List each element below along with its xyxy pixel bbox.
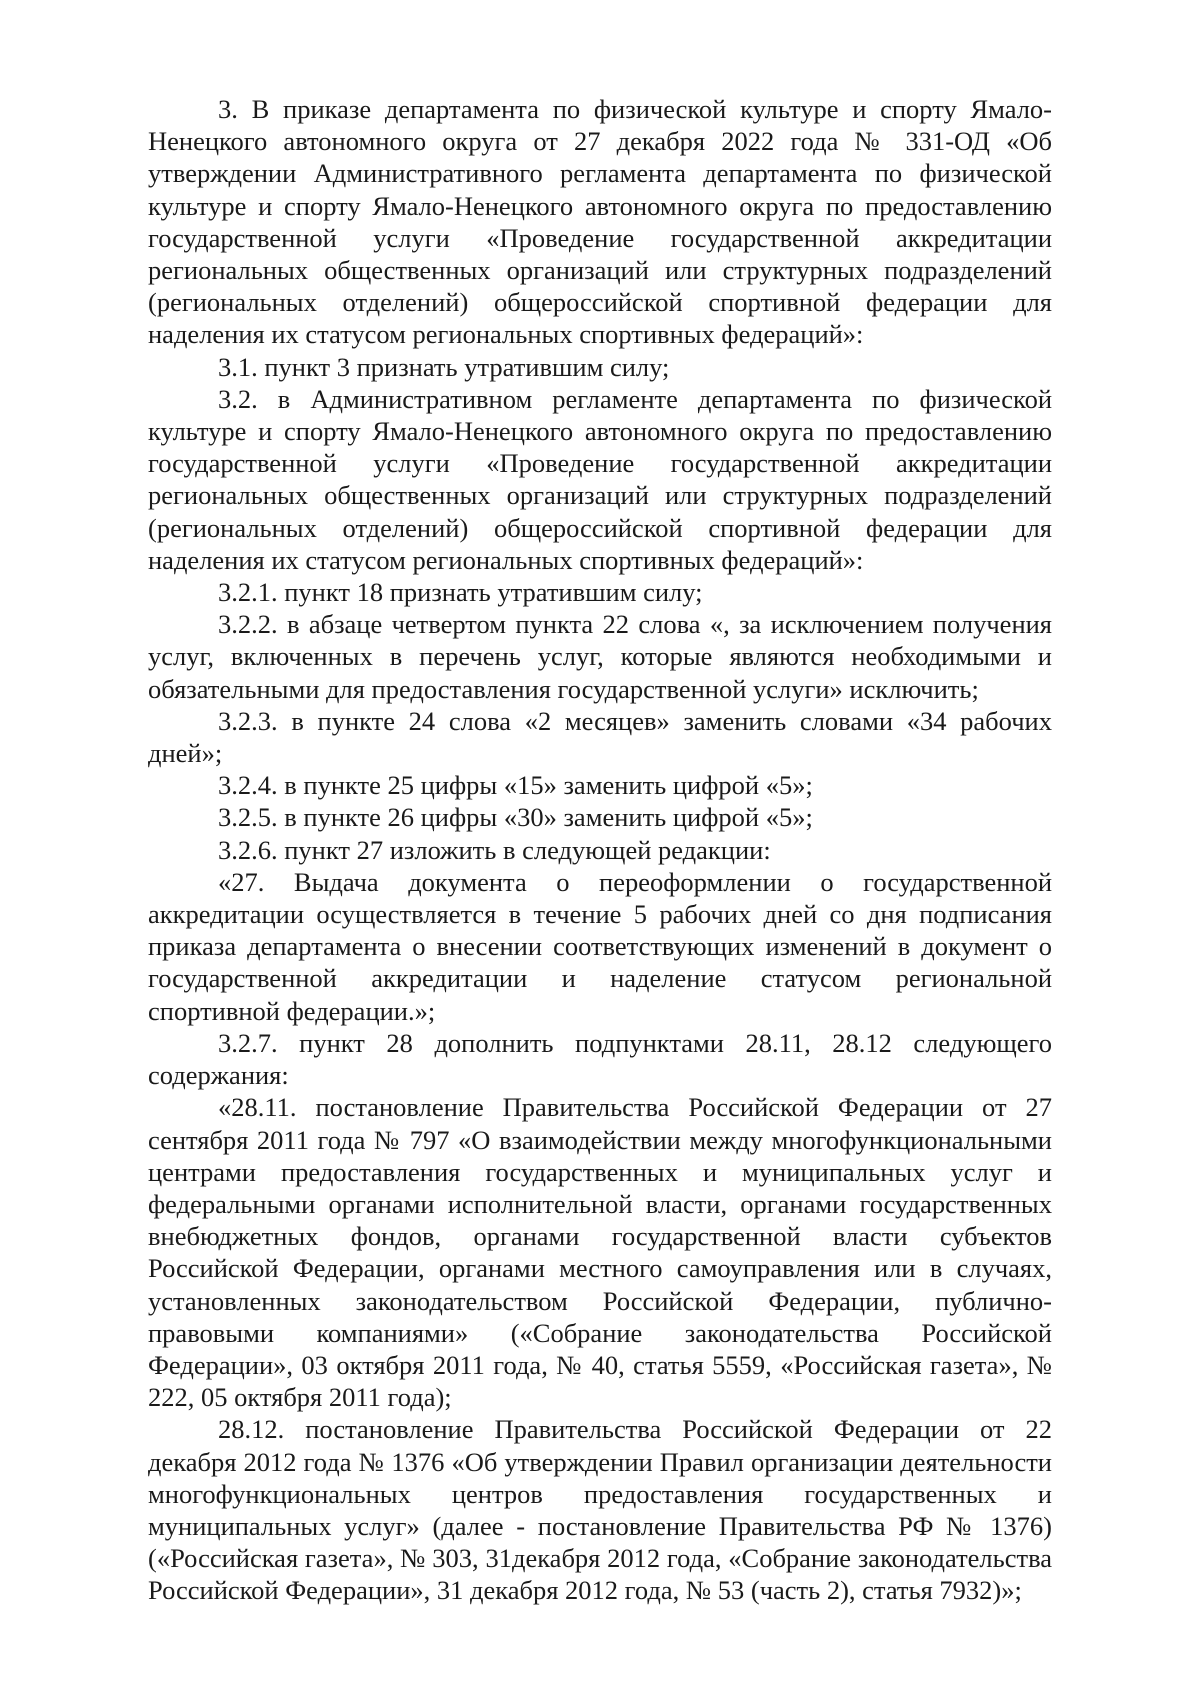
- paragraph-3-2: 3.2. в Административном регламенте департамента по физической культуре и спорту Ямало-Ненецкого автономного округа по предоставлению государственной услуги «Проведение государственной аккредитации региональных общественных организаций или структурных подразделений (региональных отделений) общероссийской спортивной федерации для наделения их статусом региональных спортивных федераций»:: [148, 383, 1052, 575]
- paragraph-3-2-1: 3.2.1. пункт 18 признать утратившим силу;: [218, 577, 703, 608]
- paragraph-3-2-4: 3.2.4. в пункте 25 цифры «15» заменить цифрой «5»;: [218, 770, 813, 801]
- paragraph-3-2-7: 3.2.7. пункт 28 дополнить подпунктами 28.11, 28.12 следующего содержания:: [148, 1027, 1052, 1091]
- paragraph-item-28-11: «28.11. постановление Правительства Российской Федерации от 27 сентября 2011 года № 797 «О взаимодействии между многофункциональными центрами предоставления государственных и муниципальных услуг и федеральными органами исполнительной власти, органами государственных внебюджетных фондов, органами государственной власти субъектов Российской Федерации, органами местного самоуправления или в случаях, установленных законодательством Российской Федерации, публично-правовыми компаниями» («Собрание законодательства Российской Федерации», 03 октября 2011 года, № 40, статья 5559, «Российская газета», № 222, 05 октября 2011 года);: [148, 1092, 1052, 1413]
- paragraph-3: 3. В приказе департамента по физической культуре и спорту Ямало-Ненецкого автономного округа от 27 декабря 2022 года № 331-ОД «Об утверждении Административного регламента департамента по физической культуре и спорту Ямало-Ненецкого автономного округа по предоставлению государственной услуги «Проведение государственной аккредитации региональных общественных организаций или структурных подразделений (региональных отделений) общероссийской спортивной федерации для наделения их статусом региональных спортивных федераций»:: [148, 94, 1052, 350]
- document-body: [148, 93, 1052, 1607]
- paragraph-3-1: 3.1. пункт 3 признать утратившим силу;: [218, 351, 670, 382]
- paragraph-item-27: «27. Выдача документа о переоформлении о государственной аккредитации осуществляется в течение 5 рабочих дней со дня подписания приказа департамента о внесении соответствующих изменений в документ о государственной аккредитации и наделение статусом региональной спортивной федерации.»;: [148, 866, 1052, 1026]
- paragraph-3-2-2: 3.2.2. в абзаце четвертом пункта 22 слова «, за исключением получения услуг, включенных в перечень услуг, которые являются необходимыми и обязательными для предоставления государственной услуги» исключить;: [148, 609, 1052, 704]
- paragraph-3-2-3: 3.2.3. в пункте 24 слова «2 месяцев» заменить словами «34 рабочих дней»;: [148, 705, 1052, 769]
- paragraph-item-28-12: 28.12. постановление Правительства Российской Федерации от 22 декабря 2012 года № 1376 «Об утверждении Правил организации деятельности многофункциональных центров предоставления государственных и муниципальных услуг» (далее - постановление Правительства РФ № 1376) («Российская газета», № 303, 31декабря 2012 года, «Собрание законодательства Российской Федерации», 31 декабря 2012 года, № 53 (часть 2), статья 7932)»;: [148, 1414, 1052, 1606]
- paragraph-3-2-6: 3.2.6. пункт 27 изложить в следующей редакции:: [218, 834, 771, 865]
- paragraph-3-2-5: 3.2.5. в пункте 26 цифры «30» заменить цифрой «5»;: [218, 802, 813, 833]
